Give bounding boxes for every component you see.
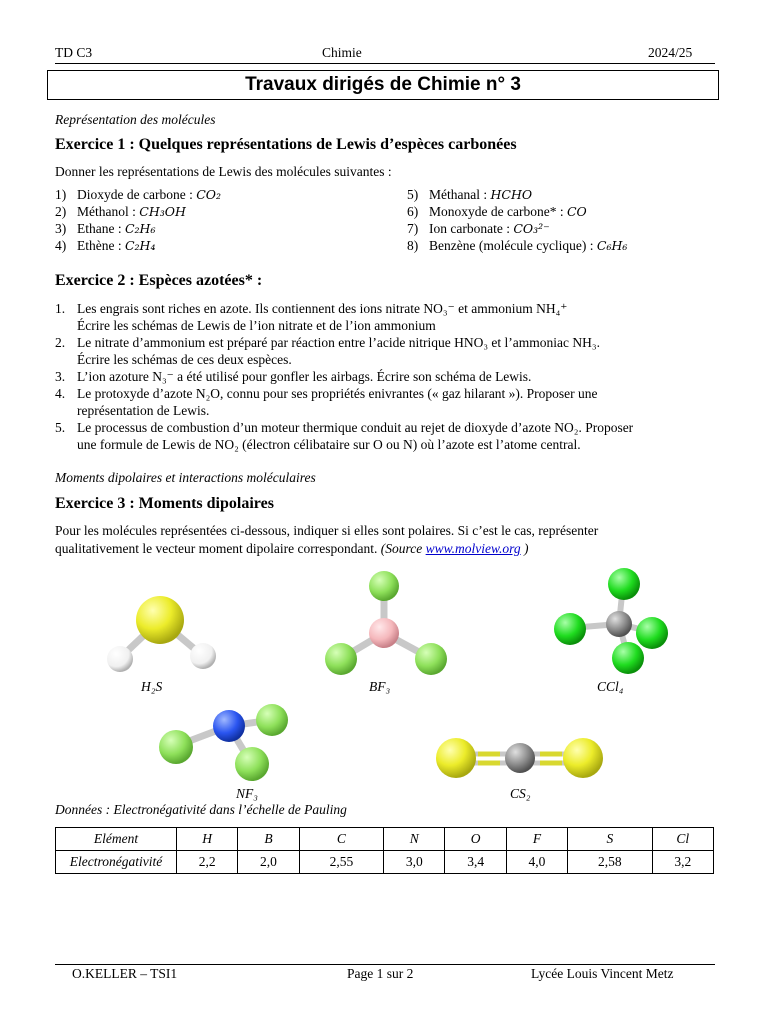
data-caption: Données : Electronégativité dans l’échelle de Pauling <box>55 802 347 817</box>
item-formula: C₂H₆ <box>124 221 156 236</box>
nf3-molecule <box>159 704 288 781</box>
molecule-label-cs2: CS₂ <box>510 786 531 801</box>
table-row <box>56 851 714 874</box>
header-right: 2024/25 <box>648 45 693 60</box>
table-cell: 3,2 <box>652 851 713 874</box>
molecule-label-bf3: BF₃ <box>369 679 391 694</box>
item-label: Méthanol : <box>77 204 140 219</box>
table-cell: 2,2 <box>177 851 238 874</box>
item-number: 3) <box>55 221 67 236</box>
exercise-1-title: Exercice 1 : Quelques représentations de Lewis d’espèces carbonées <box>55 136 517 153</box>
table-cell: 3,0 <box>384 851 445 874</box>
table-cell: 2,58 <box>568 851 652 874</box>
item-number: 8) <box>407 238 419 253</box>
footer-left: O.KELLER – TSI1 <box>72 966 178 981</box>
exercise-3-para-line2 <box>55 541 529 557</box>
item-line: Le protoxyde d’azote N₂O, connu pour ses propriétés enivrantes (« gaz hilarant »). Proposer une <box>77 386 598 401</box>
table-cell: O <box>445 828 506 851</box>
exercise-3-para-line1: Pour les molécules représentées ci-dessous, indiquer si elles sont polaires. Si c’est le cas, représenter <box>55 523 599 538</box>
item-label: Dioxyde de carbone : <box>77 187 197 202</box>
item-formula: CO <box>566 204 587 219</box>
footer-rule <box>55 964 715 965</box>
item-number: 6) <box>407 204 419 219</box>
molview-link[interactable]: www.molview.org <box>425 541 521 556</box>
item-number: 1. <box>55 301 66 316</box>
item-line: représentation de Lewis. <box>77 403 210 418</box>
exercise-2-title: Exercice 2 : Espèces azotées* : <box>55 272 263 289</box>
item-line: Les engrais sont riches en azote. Ils contiennent des ions nitrate NO₃⁻ et ammonium NH₄⁺ <box>77 301 568 316</box>
table-cell: 2,55 <box>299 851 383 874</box>
item-line: Le processus de combustion d’un moteur thermique conduit au rejet de dioxyde d’azote NO₂. Proposer <box>77 420 634 435</box>
footer-right: Lycée Louis Vincent Metz <box>531 966 674 981</box>
cs2-molecule <box>436 738 603 778</box>
exercise-1-intro: Donner les représentations de Lewis des molécules suivantes : <box>55 164 392 179</box>
bf3-molecule <box>325 571 447 675</box>
page-title: Travaux dirigés de Chimie n° 3 <box>47 70 719 100</box>
molecule-label-ccl4: CCl₄ <box>597 679 624 694</box>
item-formula: CO₂ <box>196 187 222 202</box>
item-number: 4) <box>55 238 67 253</box>
item-number: 1) <box>55 187 67 202</box>
item-number: 5) <box>407 187 419 202</box>
item-number: 2) <box>55 204 67 219</box>
item-number: 2. <box>55 335 66 350</box>
item-label: Monoxyde de carbone* : <box>429 204 567 219</box>
item-line: Écrire les schémas de ces deux espèces. <box>77 352 292 367</box>
header-center: Chimie <box>322 45 362 60</box>
table-cell: F <box>506 828 567 851</box>
item-number: 4. <box>55 386 66 401</box>
table-row <box>56 828 714 851</box>
table-cell: 3,4 <box>445 851 506 874</box>
source-prefix: (Source <box>380 541 426 556</box>
h2s-molecule <box>107 596 216 672</box>
para-text: qualitativement le vecteur moment dipolaire correspondant. <box>55 541 381 556</box>
exercise-3-title: Exercice 3 : Moments dipolaires <box>55 495 274 512</box>
item-formula: CH₃OH <box>139 204 186 219</box>
section-heading-molecules: Représentation des molécules <box>55 112 216 127</box>
table-cell: Cl <box>652 828 713 851</box>
item-formula: C₂H₄ <box>124 238 156 253</box>
item-label: Méthanal : <box>429 187 491 202</box>
item-line: une formule de Lewis de NO₂ (électron célibataire sur O ou N) où l’azote est l’atome central. <box>77 437 581 452</box>
item-line: L’ion azoture N₃⁻ a été utilisé pour gonfler les airbags. Écrire son schéma de Lewis. <box>77 369 532 384</box>
item-label: Ethène : <box>77 238 125 253</box>
item-line: Le nitrate d’ammonium est préparé par réaction entre l’acide nitrique HNO₃ et l’ammoniac NH₃. <box>77 335 600 350</box>
item-formula: HCHO <box>490 187 533 202</box>
header-rule <box>55 63 715 64</box>
electronegativity-table <box>55 827 714 874</box>
table-cell: C <box>299 828 383 851</box>
table-cell: Electronégativité <box>56 851 177 874</box>
molecule-label-nf3: NF₃ <box>236 786 258 801</box>
source-suffix: ) <box>520 541 529 556</box>
item-label: Ethane : <box>77 221 125 236</box>
table-cell: H <box>177 828 238 851</box>
molecule-label-h2s: H₂S <box>141 679 163 694</box>
item-formula: C₆H₆ <box>596 238 628 253</box>
table-cell: N <box>384 828 445 851</box>
table-cell: S <box>568 828 652 851</box>
item-number: 5. <box>55 420 66 435</box>
item-formula: CO₃²⁻ <box>513 221 550 236</box>
item-label: Ion carbonate : <box>429 221 514 236</box>
item-label: Benzène (molécule cyclique) : <box>429 238 597 253</box>
footer-center: Page 1 sur 2 <box>347 966 414 981</box>
header-left: TD C3 <box>55 45 93 60</box>
table-cell: Elément <box>56 828 177 851</box>
section-heading-dipoles: Moments dipolaires et interactions moléculaires <box>55 470 316 485</box>
ccl4-molecule <box>554 568 668 674</box>
item-line: Écrire les schémas de Lewis de l’ion nitrate et de l’ion ammonium <box>77 318 436 333</box>
item-number: 3. <box>55 369 66 384</box>
table-cell: 4,0 <box>506 851 567 874</box>
item-number: 7) <box>407 221 419 236</box>
table-cell: B <box>238 828 299 851</box>
table-cell: 2,0 <box>238 851 299 874</box>
